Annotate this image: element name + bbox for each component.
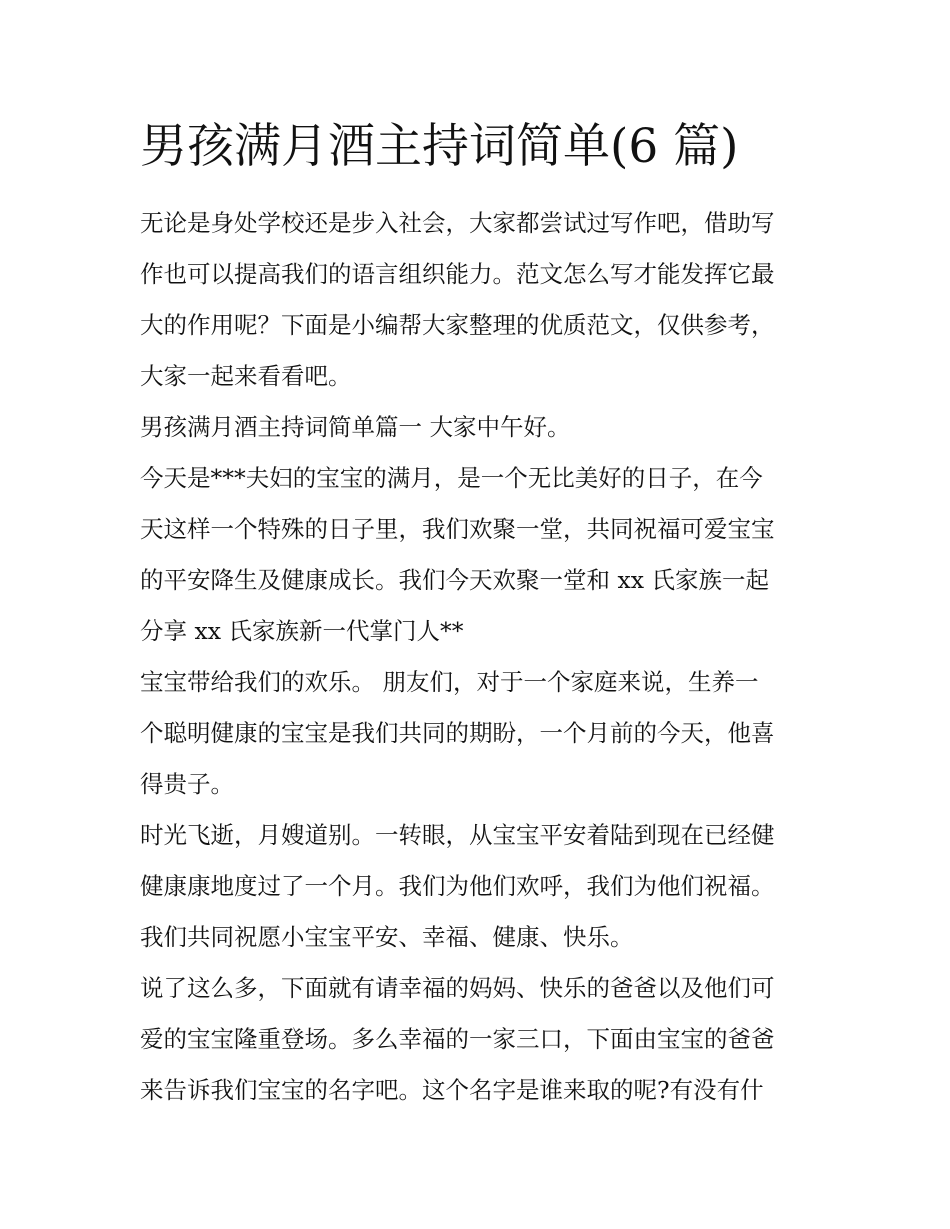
text-line: 天这样一个特殊的日子里，我们欢聚一堂，共同祝福可爱宝宝 (140, 515, 775, 543)
text-line: 大的作用呢？下面是小编帮大家整理的优质范文，仅供参考， (140, 311, 775, 339)
text-line: 分享 xx 氏家族新一代掌门人** (140, 617, 464, 645)
text-line: 作也可以提高我们的语言组织能力。范文怎么写才能发挥它最 (140, 260, 775, 288)
body-paragraph (140, 657, 820, 810)
text-line: 大家一起来看看吧。 (140, 362, 352, 390)
text-line: 个聪明健康的宝宝是我们共同的期盼，一个月前的今天，他喜 (140, 719, 775, 747)
document-title: 男孩满月酒主持词简单(6 篇) (140, 119, 739, 174)
document-body (140, 198, 820, 1116)
text-line: 时光飞逝，月嫂道别。一转眼，从宝宝平安着陆到现在已经健 (140, 821, 775, 849)
text-line: 今天是***夫妇的宝宝的满月，是一个无比美好的日子，在今 (140, 464, 763, 492)
text-line: 说了这么多，下面就有请幸福的妈妈、快乐的爸爸以及他们可 (140, 974, 775, 1002)
intro-paragraph (140, 198, 820, 402)
section-heading-paragraph (140, 402, 820, 453)
text-line: 我们共同祝愿小宝宝平安、幸福、健康、快乐。 (140, 923, 634, 951)
text-line: 宝宝带给我们的欢乐。 朋友们，对于一个家庭来说，生养一 (140, 668, 759, 696)
text-line: 的平安降生及健康成长。我们今天欢聚一堂和 xx 氏家族一起 (140, 566, 769, 594)
body-paragraph (140, 810, 820, 963)
text-line: 爱的宝宝隆重登场。多么幸福的一家三口，下面由宝宝的爸爸 (140, 1025, 775, 1053)
text-line: 无论是身处学校还是步入社会，大家都尝试过写作吧，借助写 (140, 209, 775, 237)
text-line: 来告诉我们宝宝的名字吧。这个名字是谁来取的呢?有没有什 (140, 1076, 764, 1104)
body-paragraph (140, 453, 820, 657)
text-line: 得贵子。 (140, 770, 234, 798)
body-paragraph (140, 963, 820, 1116)
text-line: 健康康地度过了一个月。我们为他们欢呼，我们为他们祝福。 (140, 872, 775, 900)
text-line: 男孩满月酒主持词简单篇一 大家中午好。 (140, 413, 571, 441)
